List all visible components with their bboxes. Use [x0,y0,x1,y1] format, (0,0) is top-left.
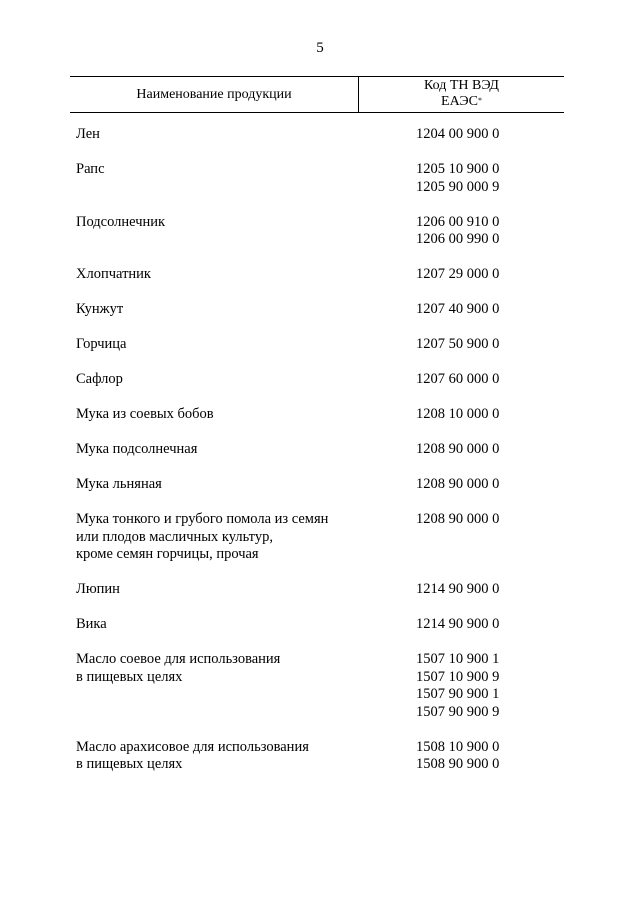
column-header-code-line1: Код ТН ВЭД [424,78,499,93]
product-name-line: Мука из соевых бобов [76,406,214,422]
product-name-cell [0,406,416,424]
product-code-line: 1207 40 900 0 [416,301,500,317]
product-name-cell [0,214,416,249]
product-name-line: Масло арахисовое для использования [76,738,309,755]
table-row [0,651,640,721]
table-row [0,336,640,354]
product-name-line: Люпин [76,581,120,597]
product-code-line: 1208 90 000 0 [416,441,500,457]
product-code-cell [416,476,499,494]
table-row [0,301,640,319]
table-row [0,476,640,494]
product-code-line: 1206 00 990 0 [416,231,500,247]
product-name-cell [0,511,416,564]
product-name-cell [0,161,416,196]
product-name-cell [0,371,416,389]
product-name-cell [0,126,416,144]
product-code-line: 1214 90 900 0 [416,616,500,632]
product-code-cell [416,161,499,196]
footnote-mark: * [477,96,482,105]
product-code-cell [416,441,499,459]
product-code-cell [416,739,499,774]
table-row [0,406,640,424]
product-name-line: кроме семян горчицы, прочая [76,546,259,562]
product-name-cell [0,441,416,459]
product-code-line: 1507 90 900 9 [416,703,500,720]
product-code-line: 1207 60 000 0 [416,371,500,387]
product-code-line: 1208 10 000 0 [416,406,500,422]
product-name-cell [0,266,416,284]
product-code-cell [416,616,499,634]
product-name-line: Рапс [76,161,105,177]
table-row [0,214,640,249]
product-name-line: Мука подсолнечная [76,441,198,457]
product-code-cell [416,214,499,249]
product-code-cell [416,371,499,389]
product-code-cell [416,651,499,721]
product-name-line: Масло соевое для использования [76,651,281,667]
product-name-line: Вика [76,616,107,632]
product-name-line: Горчица [76,336,127,352]
table-row [0,581,640,599]
table-row [0,371,640,389]
product-name-cell [0,301,416,319]
product-name-line: Мука тонкого и грубого помола из семян [76,511,329,527]
product-code-line: 1207 50 900 0 [416,336,500,352]
page-number: 5 [316,40,324,56]
product-code-line: 1205 90 000 9 [416,178,500,195]
product-name-line: Подсолнечник [76,213,166,230]
product-code-cell [416,266,499,284]
product-code-line: 1205 10 900 0 [416,161,500,177]
product-name-line: Мука льняная [76,476,162,492]
table-row [0,441,640,459]
product-code-line: 1214 90 900 0 [416,581,500,597]
product-name-cell [0,616,416,634]
product-name-cell [0,651,416,721]
table-row [0,511,640,564]
table-row [0,739,640,774]
product-code-cell [416,406,499,424]
product-name-line: Хлопчатник [76,266,151,282]
table-body [0,126,640,791]
product-code-line: 1208 90 000 0 [416,476,500,492]
table-row [0,266,640,284]
product-code-line: 1208 90 000 0 [416,511,500,527]
table-header [70,76,564,113]
column-header-code-line2: ЕАЭС [441,94,478,109]
product-name-line: Кунжут [76,301,124,317]
product-name-line: или плодов масличных культур, [76,528,273,545]
product-name-line: Сафлор [76,371,123,387]
product-code-cell [416,511,499,529]
product-code-line: 1507 10 900 9 [416,668,500,685]
table-row [0,126,640,144]
table-row [0,161,640,196]
product-name-cell [0,581,416,599]
table-row [0,616,640,634]
product-code-cell [416,336,499,354]
product-name-line: в пищевых целях [76,668,183,685]
product-code-line: 1507 10 900 1 [416,651,500,667]
product-code-line: 1204 00 900 0 [416,126,500,142]
column-header-code [359,78,564,110]
product-code-line: 1507 90 900 1 [416,686,500,702]
product-code-line: 1508 10 900 0 [416,738,500,755]
product-name-cell [0,739,416,774]
product-code-cell [416,126,499,144]
product-name-cell [0,336,416,354]
product-name-line: Лен [76,126,100,142]
product-code-line: 1207 29 000 0 [416,266,500,282]
product-code-line: 1508 90 900 0 [416,756,500,772]
product-name-cell [0,476,416,494]
product-name-line: в пищевых целях [76,756,183,772]
product-code-cell [416,301,499,319]
product-code-line: 1206 00 910 0 [416,213,500,230]
column-header-product-name: Наименование продукции [136,87,292,102]
product-code-cell [416,581,499,599]
